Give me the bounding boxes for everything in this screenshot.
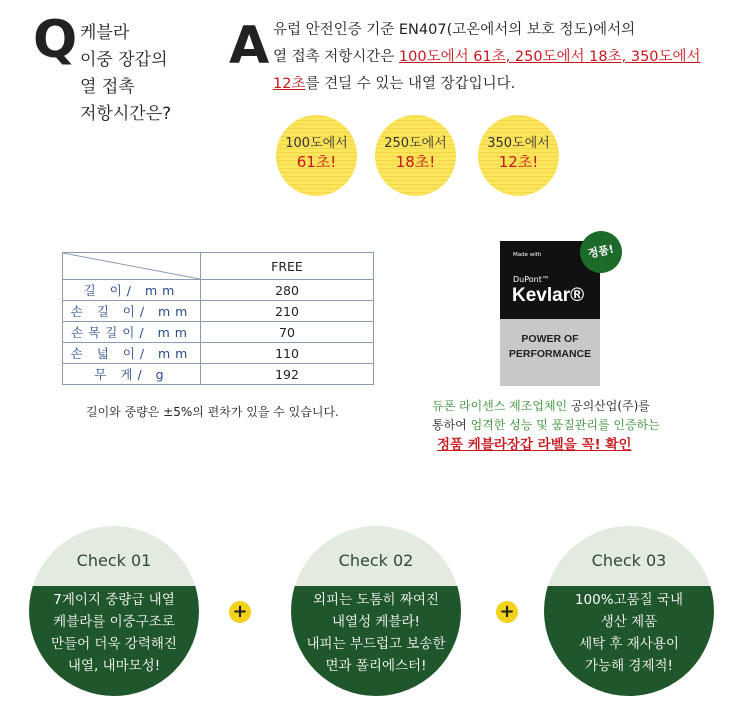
check-line: 면과 폴리에스터!: [325, 658, 427, 674]
temp-circle-250: [375, 115, 456, 196]
check-line: 내열성 케블라!: [332, 614, 420, 630]
check-line: 외피는 도톰히 짜여진: [313, 592, 439, 608]
plus-icon: +: [229, 601, 251, 623]
desc-plain: 공의산업(주)를: [567, 399, 650, 413]
kevlar-dupont: DuPont™: [513, 275, 550, 284]
row-value: 70: [201, 322, 374, 343]
table-row: [63, 280, 374, 301]
check-02-circle: [291, 526, 461, 696]
size-table: [62, 252, 374, 385]
answer-letter: A: [229, 16, 270, 76]
check-title: Check 01: [29, 526, 199, 586]
table-row: [63, 343, 374, 364]
kevlar-description: [432, 397, 660, 435]
temp-label: 100도에서: [285, 136, 348, 151]
check-line: 7게이지 중량급 내열: [53, 592, 175, 608]
temp-circle-350: [478, 115, 559, 196]
row-value: 192: [201, 364, 374, 385]
slogan-line: PERFORMANCE: [508, 348, 592, 360]
time-label: 18초!: [395, 153, 436, 171]
answer-plain: 열 접촉 저항시간은: [273, 49, 399, 65]
desc-green: 엄격한 성능 및 품질관리를 인증하는: [470, 418, 660, 432]
check-line: 만들어 더욱 강력해진: [51, 636, 177, 652]
question-line: 케블라: [80, 23, 130, 43]
row-value: 110: [201, 343, 374, 364]
question-line: 이중 장갑의: [80, 50, 168, 70]
check-line: 생산 제품: [600, 614, 658, 630]
question-line: 열 접촉: [80, 77, 135, 97]
table-corner-cell: [63, 253, 201, 280]
check-03-circle: [544, 526, 714, 696]
kevlar-logo: Kevlar®: [512, 285, 585, 306]
desc-green: 듀폰 라이센스 제조업체인: [432, 399, 568, 413]
time-label: 61초!: [296, 153, 337, 171]
check-body: [544, 586, 714, 696]
check-title: Check 03: [544, 526, 714, 586]
answer-highlight: 100도에서 61초, 250도에서 18초, 350도에서: [398, 49, 701, 65]
table-row: [63, 364, 374, 385]
check-line: 내피는 부드럽고 보송한: [306, 636, 446, 652]
kevlar-slogan: [500, 332, 600, 362]
table-header-row: [63, 253, 374, 280]
desc-plain: 통하여: [432, 418, 471, 432]
table-header-size: FREE: [201, 253, 374, 280]
desc-line-1: [432, 397, 660, 416]
table-note: 길이와 중량은 ±5%의 편차가 있을 수 있습니다.: [86, 405, 339, 419]
check-line: 100%고품질 국내: [574, 592, 684, 608]
kevlar-check-notice: 정품 케블라장갑 라벨을 꼭! 확인: [437, 437, 632, 453]
row-value: 210: [201, 301, 374, 322]
answer-line-3: [273, 71, 743, 98]
temp-circle-100: [276, 115, 357, 196]
temp-label: 250도에서: [384, 136, 447, 151]
question-text: [80, 20, 171, 128]
answer-line-1: 유럽 안전인증 기준 EN407(고온에서의 보호 정도)에서의: [273, 22, 636, 38]
check-line: 가능해 경제적!: [585, 658, 673, 674]
check-line: 내열, 내마모성!: [67, 658, 161, 674]
check-line: 케블라를 이중구조로: [53, 614, 175, 630]
row-label: 손목길이/ mm: [63, 322, 201, 343]
question-letter: Q: [33, 10, 78, 70]
row-value: 280: [201, 280, 374, 301]
plus-icon: +: [496, 601, 518, 623]
question-line: 저항시간은?: [80, 104, 172, 124]
check-title: Check 02: [291, 526, 461, 586]
table-row: [63, 322, 374, 343]
answer-highlight: 12초: [273, 76, 306, 92]
slogan-line: POWER OF: [521, 333, 579, 345]
row-label: 무 게/ g: [63, 364, 201, 385]
answer-text: [273, 17, 743, 98]
answer-line-2: [273, 44, 743, 71]
time-label: 12초!: [498, 153, 539, 171]
row-label: 손 길 이/ mm: [63, 301, 201, 322]
check-body: [291, 586, 461, 696]
check-body: [29, 586, 199, 696]
check-line: 세탁 후 재사용이: [579, 636, 679, 652]
genuine-seal: 정품!: [576, 227, 626, 277]
check-01-circle: [29, 526, 199, 696]
answer-plain: 를 견딜 수 있는 내열 장갑입니다.: [305, 76, 516, 92]
row-label: 길 이/ mm: [63, 280, 201, 301]
kevlar-made-with: Made with: [513, 252, 542, 258]
diagonal-line: [63, 253, 200, 279]
table-row: [63, 301, 374, 322]
row-label: 손 넓 이/ mm: [63, 343, 201, 364]
temp-label: 350도에서: [487, 136, 550, 151]
